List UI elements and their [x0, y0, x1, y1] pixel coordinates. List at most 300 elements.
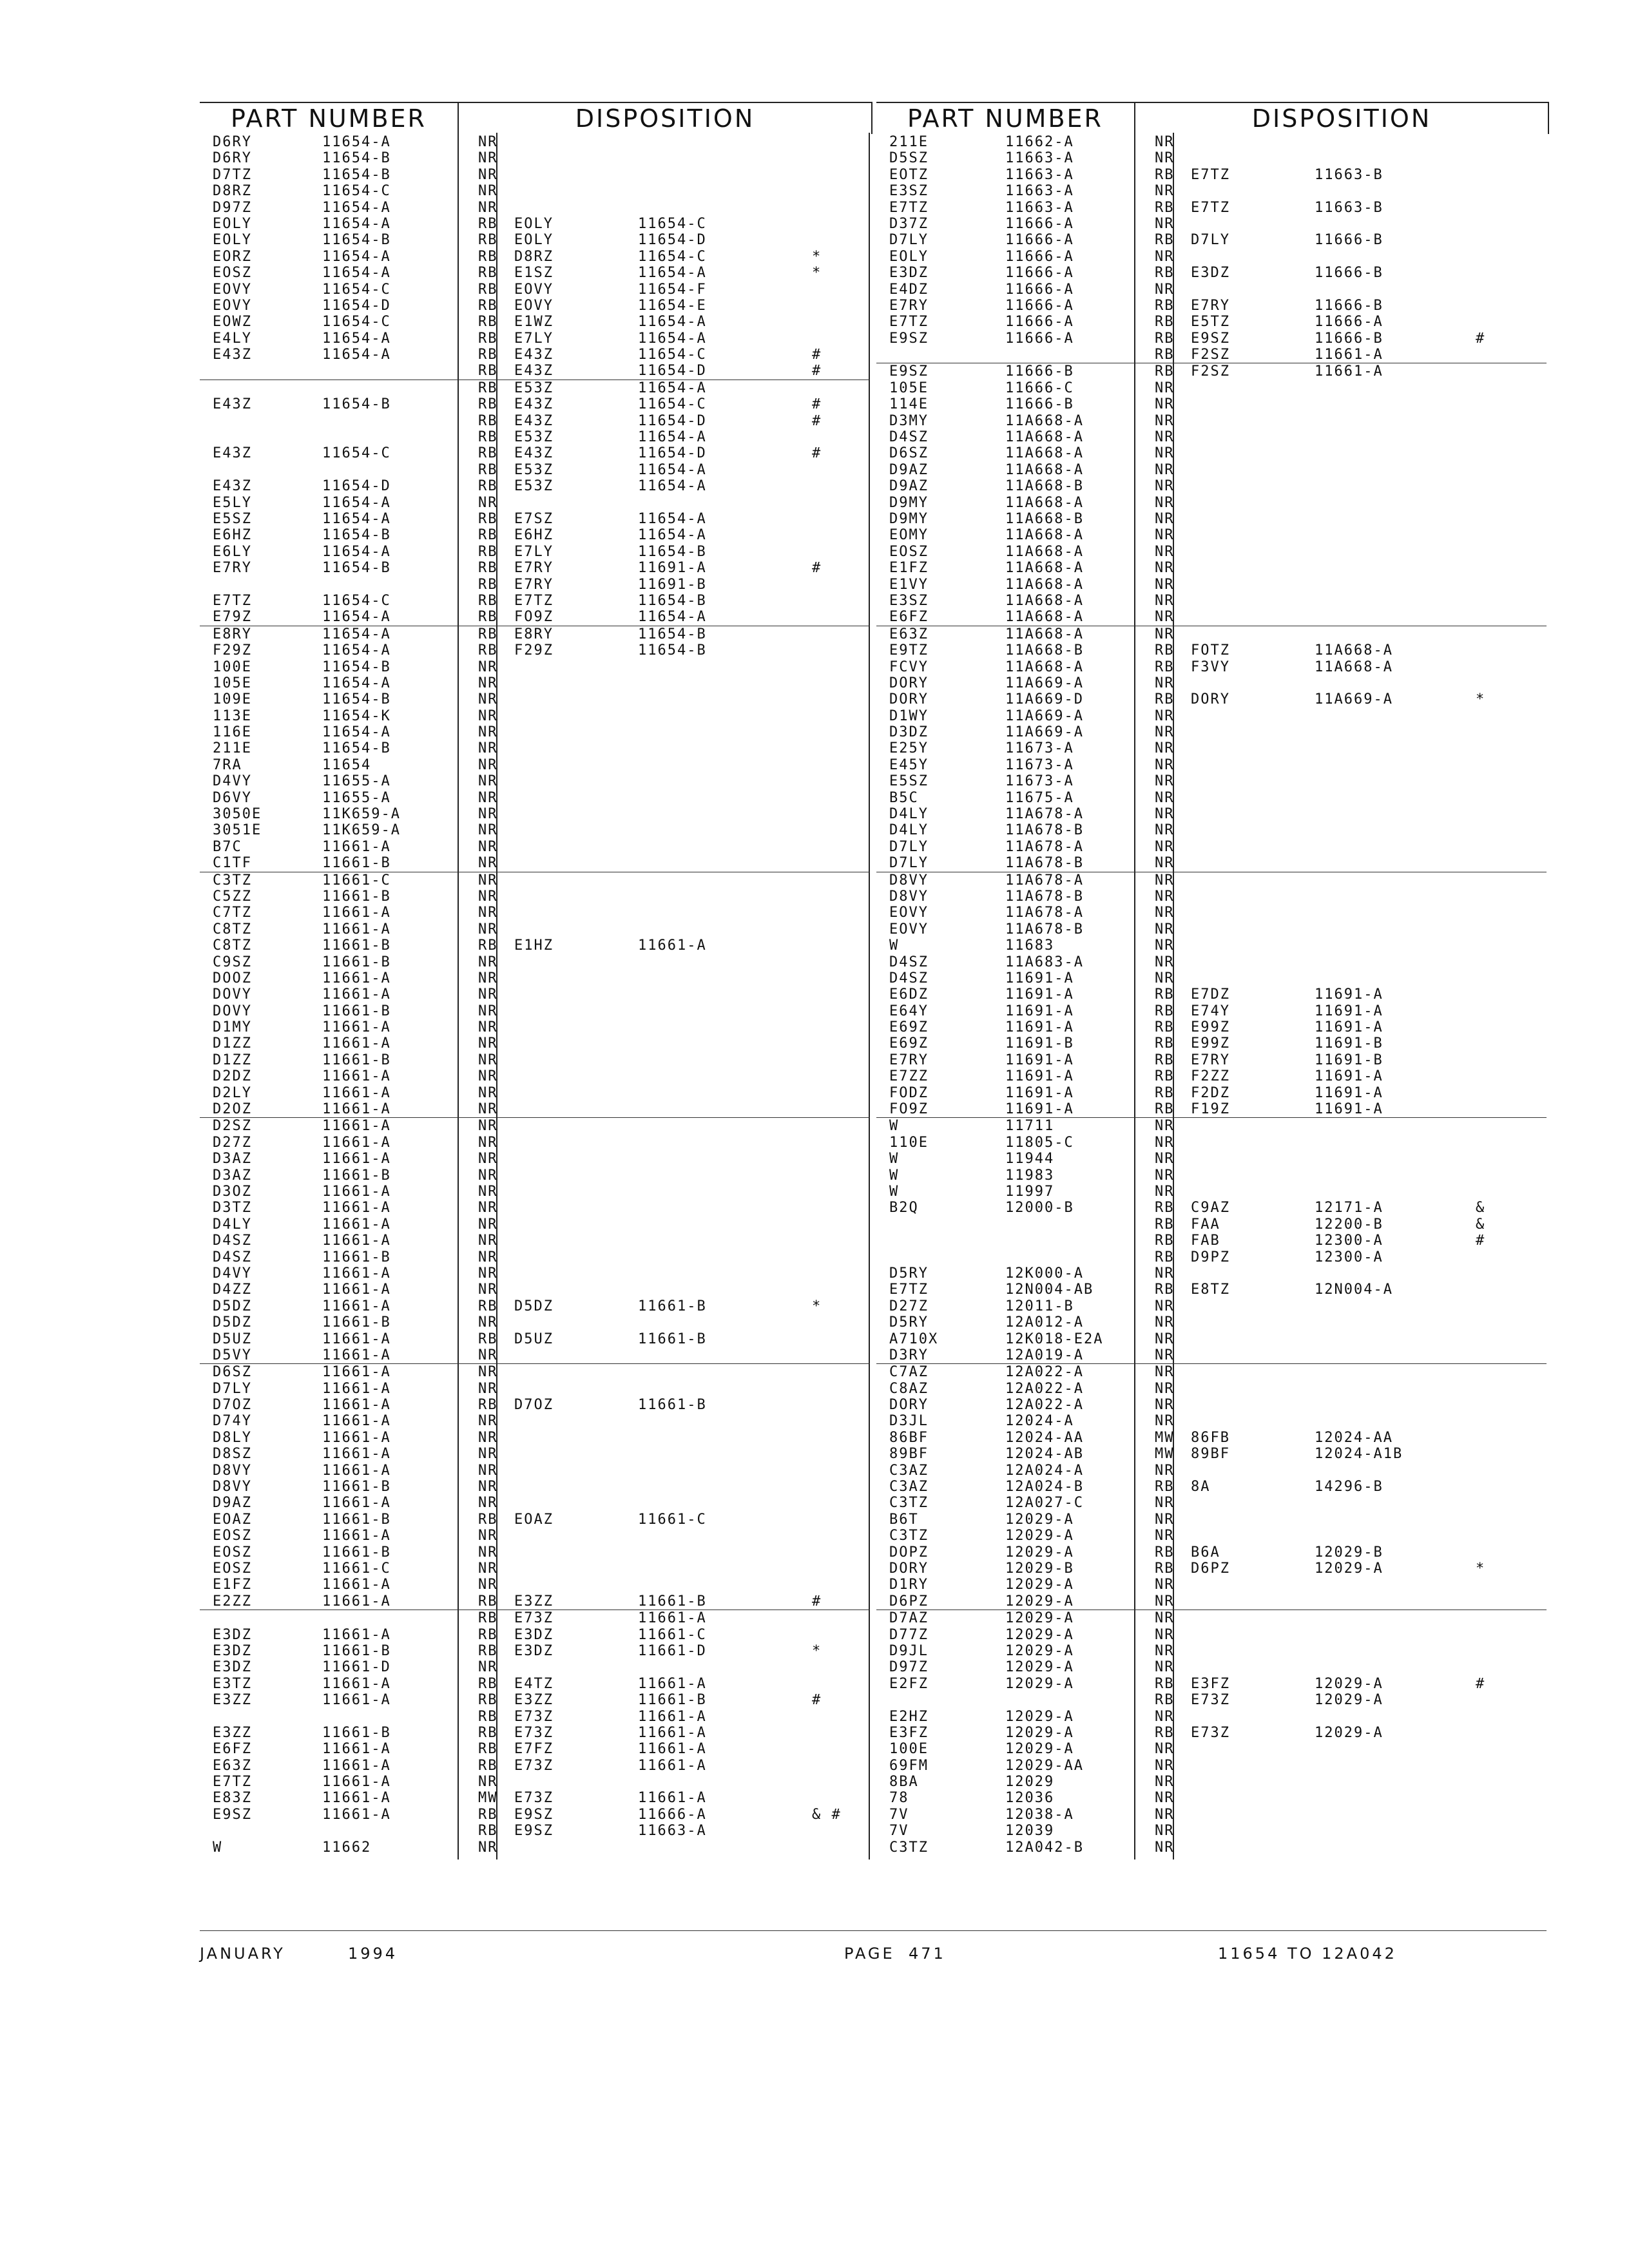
part-prefix: EOSZ — [213, 1528, 252, 1544]
part-prefix: D8VY — [889, 872, 929, 889]
table-row — [876, 511, 1547, 527]
disposition-code: NR — [478, 1314, 498, 1331]
replacement-prefix: D8RZ — [514, 248, 554, 265]
part-number: 11663-A — [1005, 183, 1074, 200]
note-flag: # — [1476, 1675, 1486, 1692]
part-prefix: D77Z — [889, 1626, 929, 1643]
table-row — [876, 167, 1547, 183]
part-number: 11661-A — [322, 1216, 391, 1233]
header-part-number: PART NUMBER — [200, 102, 458, 134]
disposition-code: NR — [1155, 921, 1175, 937]
replacement-prefix: 8A — [1191, 1479, 1211, 1495]
table-row — [876, 331, 1547, 347]
replacement-number: 11654-A — [638, 265, 707, 282]
disposition-code: RB — [1155, 1003, 1175, 1019]
part-prefix: D97Z — [213, 199, 252, 216]
note-flag: & — [1476, 1200, 1486, 1216]
disposition-code: RB — [1155, 1479, 1175, 1495]
disposition-code: RB — [1155, 691, 1175, 708]
replacement-prefix: E7TZ — [1191, 199, 1230, 216]
part-number: 11661-B — [322, 1479, 391, 1495]
table-row — [200, 413, 870, 429]
table-row — [876, 921, 1547, 937]
note-flag: # — [812, 347, 822, 363]
part-prefix: C1TF — [213, 855, 252, 872]
disposition-code: RB — [1155, 1544, 1175, 1561]
table-row — [200, 314, 870, 330]
part-prefix: DORY — [889, 691, 929, 708]
disposition-code: NR — [1155, 1823, 1175, 1840]
disposition-code: NR — [478, 806, 498, 823]
disposition-code: NR — [1155, 1314, 1175, 1331]
part-prefix: D4ZZ — [213, 1282, 252, 1298]
part-number: 11654-C — [322, 183, 391, 200]
table-row — [876, 1200, 1547, 1216]
disposition-code: NR — [478, 1200, 498, 1216]
part-number: 11661-A — [322, 1331, 391, 1347]
part-prefix: E3DZ — [213, 1659, 252, 1676]
part-number: 11661-B — [322, 954, 391, 970]
part-prefix: W — [889, 1184, 900, 1200]
disposition-code: RB — [1155, 658, 1175, 675]
part-number: 11A668-A — [1005, 576, 1084, 593]
part-prefix: C3TZ — [889, 1839, 929, 1856]
disposition-code: RB — [478, 396, 498, 413]
part-number: 11A678-A — [1005, 806, 1084, 823]
disposition-code: NR — [1155, 806, 1175, 823]
disposition-code: NR — [478, 1052, 498, 1068]
replacement-prefix: E73Z — [514, 1790, 554, 1807]
table-row — [876, 544, 1547, 560]
table-row — [200, 1249, 870, 1265]
part-number: 12N004-AB — [1005, 1282, 1094, 1298]
part-prefix: D5VY — [213, 1347, 252, 1363]
table-row — [200, 1479, 870, 1495]
note-flag: * — [812, 1642, 822, 1659]
disposition-code: NR — [1155, 150, 1175, 167]
disposition-code: NR — [478, 675, 498, 691]
part-number: 11661-A — [322, 1084, 391, 1101]
part-prefix: 114E — [889, 396, 929, 413]
part-prefix: E43Z — [213, 478, 252, 495]
table-row — [876, 822, 1547, 838]
replacement-prefix: E8RY — [514, 626, 554, 642]
disposition-code: NR — [1155, 429, 1175, 446]
part-prefix: D5SZ — [889, 150, 929, 167]
disposition-code: RB — [478, 642, 498, 659]
replacement-number: 11661-A — [638, 1741, 707, 1758]
replacement-prefix: D7LY — [1191, 232, 1230, 249]
disposition-code: NR — [478, 658, 498, 675]
part-number: 11A669-D — [1005, 691, 1084, 708]
table-row — [200, 1725, 870, 1741]
disposition-code: NR — [478, 970, 498, 986]
part-prefix: D3AZ — [213, 1167, 252, 1184]
part-prefix: D7LY — [213, 1380, 252, 1397]
part-number: 11A668-A — [1005, 658, 1084, 675]
replacement-number: 11654-C — [638, 347, 707, 363]
disposition-code: NR — [478, 1167, 498, 1184]
table-row — [200, 1101, 870, 1117]
part-prefix: E9TZ — [889, 642, 929, 659]
table-row — [200, 1363, 870, 1380]
table-row — [200, 773, 870, 789]
disposition-code: NR — [1155, 740, 1175, 757]
replacement-prefix: E9SZ — [514, 1806, 554, 1823]
part-prefix: E8RY — [213, 626, 252, 642]
disposition-code: NR — [1155, 1839, 1175, 1856]
part-prefix: EOSZ — [213, 1560, 252, 1577]
note-flag: # — [1476, 1233, 1486, 1249]
part-prefix: E5SZ — [889, 773, 929, 790]
table-row — [876, 872, 1547, 889]
part-number: 11691-A — [1005, 1052, 1074, 1068]
table-row — [200, 740, 870, 756]
part-prefix: EOLY — [213, 232, 252, 249]
table-row — [876, 905, 1547, 921]
replacement-number: 11654-A — [638, 609, 707, 626]
disposition-code: RB — [478, 265, 498, 282]
replacement-number: 11654-A — [638, 510, 707, 527]
table-row — [876, 1610, 1547, 1626]
disposition-code: NR — [1155, 888, 1175, 905]
table-row — [200, 889, 870, 905]
page-footer — [200, 1945, 1547, 1970]
part-prefix: E2ZZ — [213, 1593, 252, 1610]
part-prefix: E7RY — [213, 560, 252, 577]
part-number: 11673-A — [1005, 740, 1074, 757]
header-disposition: DISPOSITION — [1134, 102, 1549, 134]
disposition-code: NR — [1155, 1364, 1175, 1381]
disposition-code: RB — [1155, 347, 1175, 363]
table-row — [200, 806, 870, 822]
table-row — [876, 1003, 1547, 1019]
part-number: 11661-A — [322, 1282, 391, 1298]
replacement-number: 12171-A — [1315, 1200, 1383, 1216]
table-row — [876, 1840, 1547, 1856]
disposition-code: RB — [478, 1642, 498, 1659]
part-number: 11654-B — [322, 691, 391, 708]
replacement-prefix: EOVY — [514, 281, 554, 298]
part-prefix: E43Z — [213, 445, 252, 462]
disposition-code: NR — [478, 740, 498, 757]
table-row — [200, 1035, 870, 1052]
table-row — [200, 1413, 870, 1429]
replacement-number: 11691-B — [638, 576, 707, 593]
replacement-number: 11661-A — [638, 1724, 707, 1741]
table-row — [876, 855, 1547, 871]
table-row — [200, 1463, 870, 1479]
table-row — [200, 1265, 870, 1282]
replacement-number: 11661-B — [638, 1331, 707, 1347]
part-number: 11654-D — [322, 478, 391, 495]
table-row — [200, 1282, 870, 1298]
table-row — [200, 1561, 870, 1577]
part-prefix: C3TZ — [213, 872, 252, 889]
part-prefix: D2DZ — [213, 1068, 252, 1085]
part-number: 11663-A — [1005, 166, 1074, 183]
disposition-code: NR — [1155, 494, 1175, 511]
disposition-code: NR — [1155, 1134, 1175, 1151]
part-number: 11661-A — [322, 1446, 391, 1463]
table-row — [876, 773, 1547, 789]
replacement-number: 11691-A — [1315, 1101, 1383, 1118]
disposition-code: RB — [478, 543, 498, 560]
disposition-code: RB — [478, 1724, 498, 1741]
table-row — [876, 380, 1547, 396]
table-row — [200, 445, 870, 461]
disposition-code: NR — [478, 724, 498, 741]
part-number: 11661-B — [322, 1511, 391, 1528]
disposition-code: NR — [1155, 1774, 1175, 1791]
replacement-prefix: F2SZ — [1191, 363, 1230, 380]
part-prefix: D4LY — [889, 806, 929, 823]
disposition-code: NR — [478, 855, 498, 872]
disposition-code: NR — [478, 1084, 498, 1101]
table-row — [876, 1363, 1547, 1380]
disposition-code: NR — [478, 1151, 498, 1168]
replacement-number: 11654-A — [638, 461, 707, 478]
part-number: 11654-A — [322, 494, 391, 511]
part-number: 11661-B — [322, 1052, 391, 1068]
part-number: 11661-A — [322, 1741, 391, 1758]
replacement-number: 11654-B — [638, 592, 707, 609]
note-flag: # — [812, 363, 822, 380]
disposition-code: NR — [1155, 1347, 1175, 1363]
disposition-code: RB — [478, 609, 498, 626]
part-prefix: E63Z — [213, 1757, 252, 1774]
part-prefix: D9AZ — [889, 461, 929, 478]
disposition-code: NR — [478, 166, 498, 183]
disposition-code: RB — [478, 1397, 498, 1414]
disposition-code: RB — [478, 937, 498, 954]
table-row — [876, 396, 1547, 412]
disposition-code: NR — [478, 1839, 498, 1856]
replacement-number: 11691-A — [1315, 1068, 1383, 1085]
replacement-prefix: E53Z — [514, 429, 554, 446]
disposition-code: NR — [1155, 510, 1175, 527]
replacement-number: 11691-B — [1315, 1035, 1383, 1052]
disposition-code: NR — [478, 1265, 498, 1282]
table-row — [876, 232, 1547, 248]
table-row — [200, 298, 870, 314]
table-row — [876, 150, 1547, 166]
table-row — [200, 560, 870, 576]
table-row — [200, 790, 870, 806]
replacement-number: 12029-A — [1315, 1560, 1383, 1577]
table-row — [876, 986, 1547, 1003]
disposition-code: NR — [478, 789, 498, 806]
table-row — [200, 1052, 870, 1068]
note-flag: # — [812, 396, 822, 413]
replacement-number: 12024-AA — [1315, 1429, 1393, 1446]
note-flag: # — [1476, 330, 1486, 347]
disposition-code: RB — [1155, 642, 1175, 659]
table-row — [200, 1397, 870, 1413]
table-row — [200, 1298, 870, 1314]
note-flag: # — [812, 560, 822, 577]
part-prefix: D3JL — [889, 1413, 929, 1430]
part-prefix: D9MY — [889, 494, 929, 511]
replacement-prefix: E43Z — [514, 363, 554, 380]
part-prefix: D3OZ — [213, 1184, 252, 1200]
table-row — [200, 1758, 870, 1774]
part-number: 11661-C — [322, 872, 391, 889]
replacement-number: 11654-A — [638, 527, 707, 544]
table-row — [876, 298, 1547, 314]
table-row — [200, 1003, 870, 1019]
part-prefix: E3FZ — [889, 1724, 929, 1741]
part-prefix: 7V — [889, 1823, 909, 1840]
table-row — [876, 1692, 1547, 1708]
disposition-code: RB — [1155, 1675, 1175, 1692]
part-prefix: 100E — [889, 1741, 929, 1758]
table-row — [200, 1512, 870, 1528]
table-row — [876, 642, 1547, 658]
table-row — [200, 1577, 870, 1593]
disposition-code: RB — [478, 347, 498, 363]
table-row — [200, 1676, 870, 1692]
replacement-prefix: F2ZZ — [1191, 1068, 1230, 1085]
part-number: 11661-B — [322, 888, 391, 905]
disposition-code: NR — [1155, 478, 1175, 495]
part-number: 12029-A — [1005, 1610, 1074, 1627]
replacement-prefix: F29Z — [514, 642, 554, 659]
disposition-code: RB — [478, 330, 498, 347]
table-row — [200, 1593, 870, 1610]
part-number: 12029-A — [1005, 1708, 1074, 1725]
replacement-prefix: E99Z — [1191, 1035, 1230, 1052]
disposition-code: RB — [478, 297, 498, 314]
part-prefix: E4LY — [213, 330, 252, 347]
part-number: 11673-A — [1005, 756, 1074, 773]
table-row — [876, 1216, 1547, 1233]
part-prefix: D8VY — [889, 888, 929, 905]
part-number: 11661-A — [322, 1774, 391, 1791]
table-row — [200, 839, 870, 855]
part-prefix: B7C — [213, 838, 242, 855]
replacement-number: 11654-D — [638, 445, 707, 462]
disposition-code: RB — [478, 1692, 498, 1709]
table-row — [876, 1561, 1547, 1577]
replacement-number: 11661-A — [638, 937, 707, 954]
table-row — [876, 937, 1547, 954]
footer-rule — [200, 1930, 1547, 1931]
disposition-code: RB — [478, 1675, 498, 1692]
part-number: 11661-A — [322, 1790, 391, 1807]
table-row — [876, 1659, 1547, 1675]
part-prefix: 78 — [889, 1790, 909, 1807]
part-prefix: E45Y — [889, 756, 929, 773]
part-number: 11A678-A — [1005, 872, 1084, 889]
table-row — [200, 1627, 870, 1643]
replacement-prefix: E73Z — [514, 1610, 554, 1627]
table-row — [200, 1019, 870, 1035]
part-number: 11A668-A — [1005, 494, 1084, 511]
part-prefix: D9AZ — [889, 478, 929, 495]
replacement-number: 11654-C — [638, 215, 707, 232]
part-number: 11666-C — [1005, 380, 1074, 396]
part-prefix: D27Z — [213, 1134, 252, 1151]
disposition-code: RB — [478, 1741, 498, 1758]
footer-year: 1994 — [348, 1945, 398, 1963]
part-prefix: E6FZ — [213, 1741, 252, 1758]
part-prefix: 113E — [213, 707, 252, 724]
disposition-code: MW — [1155, 1429, 1175, 1446]
disposition-code: NR — [1155, 445, 1175, 462]
disposition-code: RB — [478, 510, 498, 527]
part-number: 11661-B — [322, 1544, 391, 1561]
part-number: 11666-A — [1005, 232, 1074, 249]
table-row — [876, 1347, 1547, 1363]
disposition-code: NR — [1155, 1380, 1175, 1397]
part-number: 12K000-A — [1005, 1265, 1084, 1282]
part-prefix: D6PZ — [889, 1593, 929, 1610]
replacement-prefix: E6HZ — [514, 527, 554, 544]
replacement-number: 14296-B — [1315, 1479, 1383, 1495]
disposition-code: RB — [1155, 1101, 1175, 1118]
part-prefix: C3AZ — [889, 1479, 929, 1495]
disposition-code: RB — [1155, 1052, 1175, 1068]
part-prefix: D1ZZ — [213, 1035, 252, 1052]
table-row — [200, 396, 870, 412]
table-row — [200, 527, 870, 543]
part-prefix: E5LY — [213, 494, 252, 511]
disposition-code: RB — [478, 1823, 498, 1840]
part-prefix: DOVY — [213, 1003, 252, 1019]
part-number: 12029-A — [1005, 1528, 1074, 1544]
table-row — [876, 1397, 1547, 1413]
disposition-code: RB — [478, 248, 498, 265]
part-number: 11663-A — [1005, 199, 1074, 216]
part-number: 11997 — [1005, 1184, 1055, 1200]
part-number: 11A669-A — [1005, 724, 1084, 741]
part-prefix: D6SZ — [213, 1364, 252, 1381]
table-row — [200, 347, 870, 363]
table-row — [200, 609, 870, 625]
replacement-prefix: E73Z — [514, 1757, 554, 1774]
disposition-code: NR — [478, 1495, 498, 1512]
table-row — [876, 1135, 1547, 1151]
disposition-code: NR — [478, 134, 498, 150]
table-row — [200, 150, 870, 166]
part-number: 11654-C — [322, 445, 391, 462]
part-prefix: B2Q — [889, 1200, 919, 1216]
part-prefix: E7TZ — [889, 199, 929, 216]
part-number: 11661-A — [322, 1019, 391, 1036]
disposition-code: NR — [478, 1364, 498, 1381]
part-prefix: E3DZ — [889, 265, 929, 282]
table-row — [876, 1512, 1547, 1528]
part-number: 12029-A — [1005, 1511, 1074, 1528]
part-prefix: EOTZ — [889, 166, 929, 183]
table-row — [876, 282, 1547, 298]
table-row — [200, 167, 870, 183]
replacement-number: 11661-C — [638, 1626, 707, 1643]
part-number: 12039 — [1005, 1823, 1055, 1840]
replacement-prefix: 89BF — [1191, 1446, 1230, 1463]
replacement-prefix: E73Z — [1191, 1692, 1230, 1709]
right-table — [876, 102, 1547, 1861]
table-row — [200, 183, 870, 199]
replacement-number: 11A668-A — [1315, 642, 1393, 659]
part-prefix: EOLY — [213, 215, 252, 232]
table-row — [200, 216, 870, 232]
disposition-code: NR — [1155, 905, 1175, 921]
replacement-prefix: EOAZ — [514, 1511, 554, 1528]
part-prefix: B5C — [889, 789, 919, 806]
table-row — [200, 593, 870, 609]
